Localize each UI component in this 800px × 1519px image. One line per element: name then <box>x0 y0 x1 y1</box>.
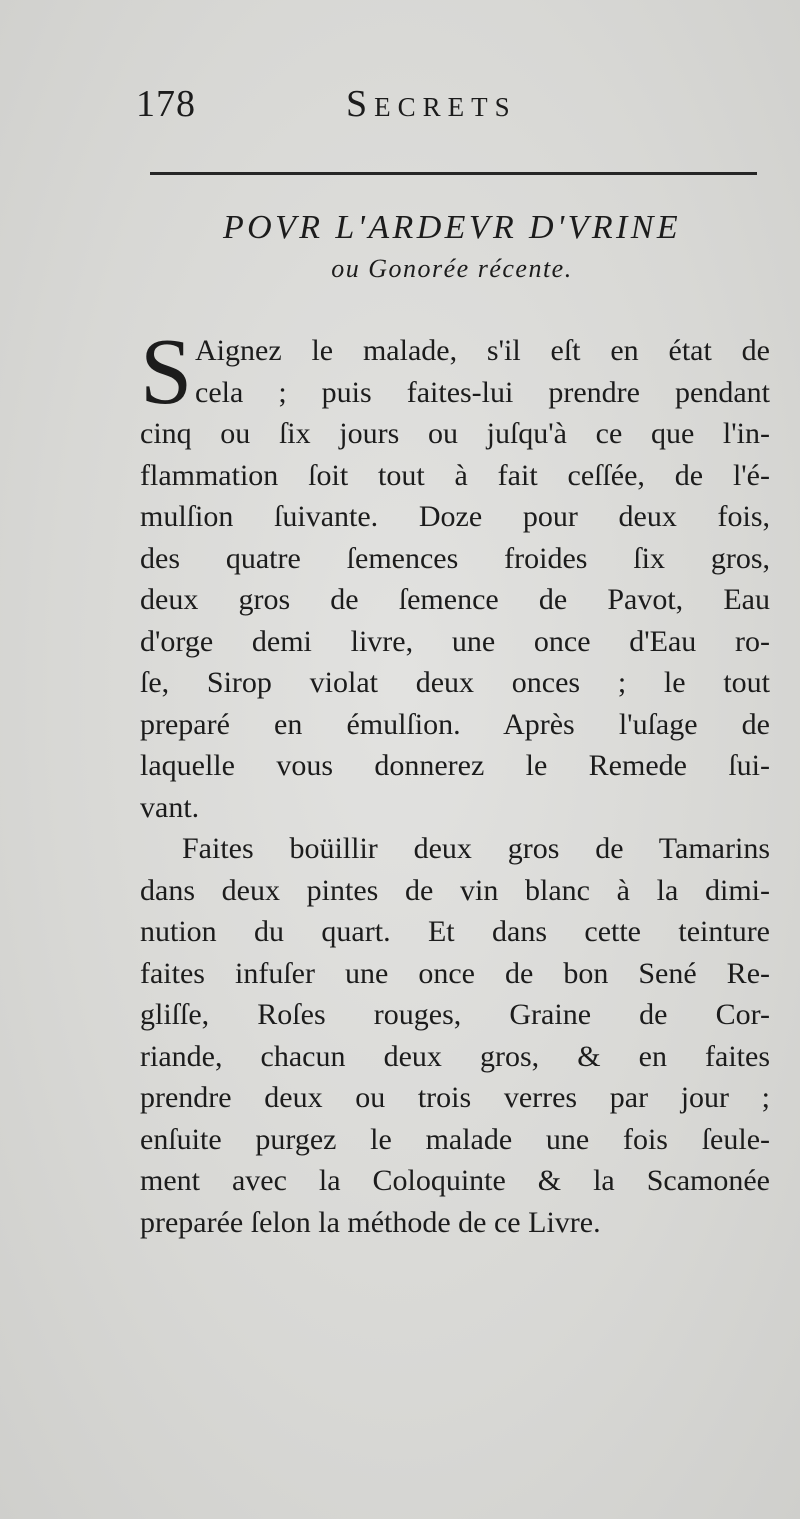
text-line: enſuite purgez le malade une fois ſeule- <box>140 1122 770 1156</box>
running-title: Secrets <box>346 83 517 125</box>
text-line: prendre deux ou trois verres par jour ; <box>140 1081 770 1114</box>
text-line: vant. <box>140 790 200 824</box>
text-line: deux gros de ſemence de Pavot, Eau <box>140 583 770 616</box>
text-line: preparé en émulſion. Après l'uſage de <box>140 707 770 741</box>
text-line: des quatre ſemences froides ſix gros, <box>140 541 770 575</box>
page-number: 178 <box>136 83 196 125</box>
text-line: Aignez le malade, s'il eſt en état de <box>195 334 770 367</box>
running-head <box>136 82 756 132</box>
section-subtitle: ou Gonorée récente. <box>331 254 573 283</box>
text-line: nution du quart. Et dans cette teinture <box>140 915 770 948</box>
section-title: POVR L'ARDEVR D'VRINE <box>223 209 681 246</box>
text-line: cela ; puis faites-lui prendre pendant <box>195 375 770 409</box>
text-line: faites infuſer une once de bon Sené Re- <box>140 956 770 990</box>
text-line: d'orge demi livre, une once d'Eau ro- <box>140 624 770 658</box>
text-line: cinq ou ſix jours ou juſqu'à ce que l'in- <box>140 417 770 450</box>
text-line: ment avec la Coloquinte & la Scamonée <box>140 1164 770 1197</box>
header-rule <box>150 172 757 175</box>
text-line: flammation ſoit tout à fait ceſſée, de l'é- <box>140 458 770 492</box>
text-line: gliſſe, Roſes rouges, Graine de Cor- <box>140 998 770 1031</box>
text-line: dans deux pintes de vin blanc à la dimi- <box>140 873 770 907</box>
text-line: preparée ſelon la méthode de ce Livre. <box>140 1205 601 1239</box>
paragraph-1 <box>140 320 770 828</box>
paragraph-2 <box>140 828 770 1243</box>
text-line: laquelle vous donnerez le Remede ſui- <box>140 749 770 782</box>
body-text <box>140 320 770 1243</box>
text-line: ſe, Sirop violat deux onces ; le tout <box>140 666 770 699</box>
drop-cap: S <box>140 320 193 424</box>
text-line: mulſion ſuivante. Doze pour deux fois, <box>140 500 770 533</box>
text-line: Faites boüillir deux gros de Tamarins <box>182 832 770 865</box>
text-line: riande, chacun deux gros, & en faites <box>140 1039 770 1073</box>
